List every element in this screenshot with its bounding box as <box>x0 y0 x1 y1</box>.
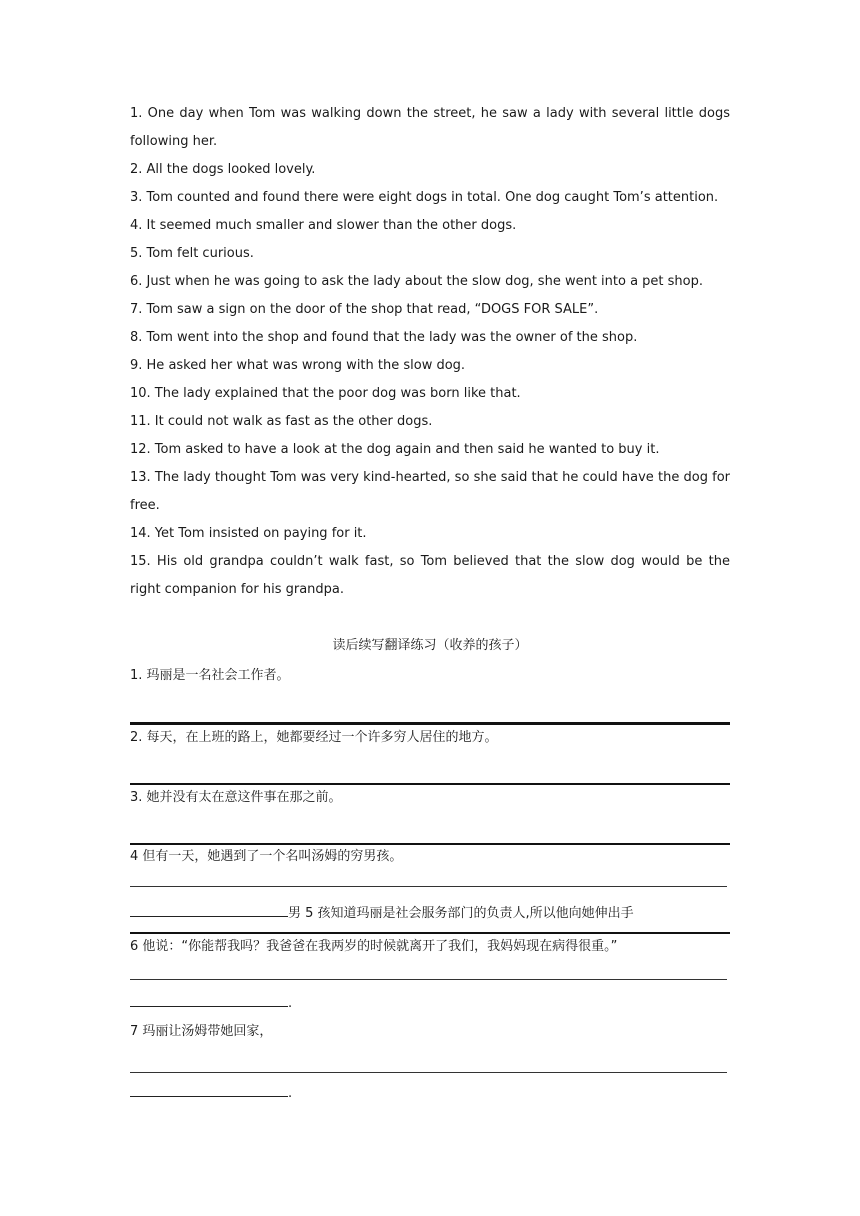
english-line-3: 3. Tom counted and found there were eight dogs in total. One dog caught Tom’s attention. <box>130 190 719 205</box>
english-line-8: 8. Tom went into the shop and found that the lady was the owner of the shop. <box>130 330 638 345</box>
english-line-1: 1. One day when Tom was walking down the street, he saw a lady with several little dogs following her. <box>130 106 730 149</box>
english-line-13: 13. The lady thought Tom was very kind-hearted, so she said that he could have the dog for free. <box>130 470 730 513</box>
english-line-14: 14. Yet Tom insisted on paying for it. <box>130 526 367 541</box>
english-line-9: 9. He asked her what was wrong with the slow dog. <box>130 358 466 373</box>
answer-blank-6b[interactable] <box>130 992 288 1007</box>
question-6: 6 他说：“你能帮我吗？我爸爸在我两岁的时候就离开了我们，我妈妈现在病得很重。” <box>130 939 618 954</box>
translation-item-6 <box>130 933 730 961</box>
english-line-5: 5. Tom felt curious. <box>130 246 254 261</box>
english-sentences <box>130 0 730 604</box>
question-5: 男 5 孩知道玛丽是社会服务部门的负责人,所以他向她伸出手 <box>288 906 634 921</box>
english-line-11: 11. It could not walk as fast as the other dogs. <box>130 414 433 429</box>
answer-line-7a[interactable] <box>130 1071 727 1073</box>
question-5-row <box>130 900 730 928</box>
answer-row-6b <box>130 992 292 1013</box>
question-4: 4 但有一天，她遇到了一个名叫汤姆的穷男孩。 <box>130 849 403 864</box>
translation-item-5 <box>130 900 730 928</box>
translation-item-7 <box>130 1018 730 1046</box>
english-line-15: 15. His old grandpa couldn’t walk fast, so Tom believed that the slow dog would be the right companion for his grandpa. <box>130 554 730 597</box>
period-7: . <box>288 1086 293 1101</box>
answer-line-6a[interactable] <box>130 978 727 980</box>
question-3: 3. 她并没有太在意这件事在那之前。 <box>130 790 342 805</box>
answer-row-7b <box>130 1082 292 1103</box>
section-title: 读后续写翻译练习（收养的孩子） <box>332 638 528 653</box>
question-1: 1. 玛丽是一名社会工作者。 <box>130 668 290 683</box>
english-line-7: 7. Tom saw a sign on the door of the shop that read, “DOGS FOR SALE”. <box>130 302 599 317</box>
translation-item-1 <box>130 662 730 690</box>
answer-line-4a[interactable] <box>130 885 727 887</box>
answer-blank-7b[interactable] <box>130 1082 288 1097</box>
english-line-4: 4. It seemed much smaller and slower than the other dogs. <box>130 218 517 233</box>
answer-blank-4b[interactable] <box>130 902 288 917</box>
question-2: 2. 每天，在上班的路上，她都要经过一个许多穷人居住的地方。 <box>130 730 498 745</box>
english-line-12: 12. Tom asked to have a look at the dog again and then said he wanted to buy it. <box>130 442 660 457</box>
english-line-6: 6. Just when he was going to ask the lady about the slow dog, she went into a pet shop. <box>130 274 704 289</box>
translation-item-2 <box>130 724 730 752</box>
period-6: . <box>288 996 293 1011</box>
english-line-10: 10. The lady explained that the poor dog was born like that. <box>130 386 521 401</box>
question-7: 7 玛丽让汤姆带她回家， <box>130 1024 273 1039</box>
translation-item-3 <box>130 784 730 812</box>
translation-item-4 <box>130 843 730 871</box>
english-line-2: 2. All the dogs looked lovely. <box>130 162 316 177</box>
